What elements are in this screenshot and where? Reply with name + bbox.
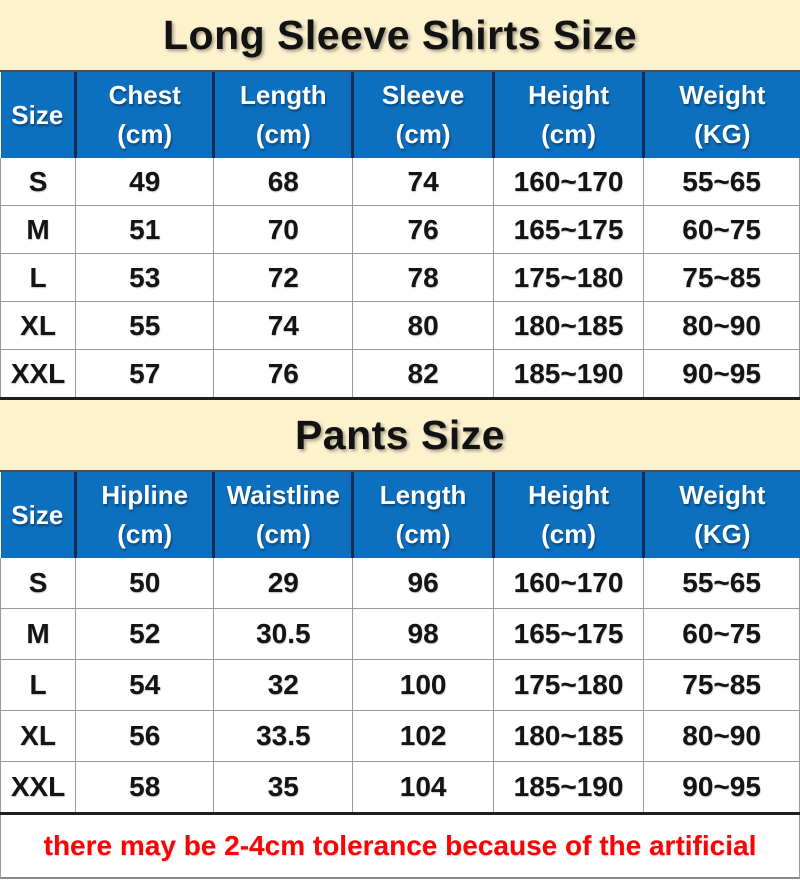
column-label: Size bbox=[11, 499, 64, 530]
pants-row-l bbox=[1, 660, 800, 711]
cell: 102 bbox=[353, 711, 494, 762]
column-label: Hipline bbox=[101, 480, 189, 510]
cell: 96 bbox=[353, 558, 494, 609]
shirts-row-xl bbox=[1, 302, 800, 350]
cell: 60~75 bbox=[644, 609, 800, 660]
pants-row-xl bbox=[1, 711, 800, 762]
pants-col-height bbox=[493, 472, 643, 558]
cell: 51 bbox=[76, 206, 214, 254]
column-unit: (KG) bbox=[694, 119, 751, 149]
shirts-row-s bbox=[1, 158, 800, 206]
column-label: Length bbox=[379, 480, 467, 510]
cell: 35 bbox=[214, 762, 353, 814]
cell: L bbox=[1, 660, 76, 711]
cell: 55 bbox=[76, 302, 214, 350]
column-unit: (cm) bbox=[541, 519, 596, 549]
cell: 104 bbox=[353, 762, 494, 814]
cell: 54 bbox=[76, 660, 214, 711]
shirts-col-length bbox=[214, 72, 353, 158]
column-label: Waistline bbox=[226, 480, 340, 510]
column-label: Length bbox=[239, 80, 327, 110]
shirts-col-weight bbox=[644, 72, 800, 158]
column-unit: (cm) bbox=[117, 519, 173, 549]
column-label: Weight bbox=[679, 80, 766, 110]
column-unit: (cm) bbox=[395, 519, 451, 549]
column-unit: (cm) bbox=[117, 119, 173, 149]
cell: XL bbox=[1, 711, 76, 762]
cell: 175~180 bbox=[493, 254, 643, 302]
column-unit: (KG) bbox=[694, 519, 751, 549]
shirts-col-chest bbox=[76, 72, 214, 158]
shirts-col-sleeve bbox=[353, 72, 494, 158]
column-label: Weight bbox=[679, 480, 766, 510]
cell: 100 bbox=[353, 660, 494, 711]
cell: 80 bbox=[353, 302, 494, 350]
cell: 80~90 bbox=[644, 302, 800, 350]
cell: 76 bbox=[353, 206, 494, 254]
pants-col-length bbox=[353, 472, 494, 558]
shirts-header-row bbox=[1, 72, 800, 158]
cell: 72 bbox=[214, 254, 353, 302]
cell: 68 bbox=[214, 158, 353, 206]
cell: 70 bbox=[214, 206, 353, 254]
cell: 74 bbox=[353, 158, 494, 206]
cell: 53 bbox=[76, 254, 214, 302]
pants-table bbox=[0, 472, 800, 815]
column-label: Chest bbox=[108, 80, 181, 110]
cell: 80~90 bbox=[644, 711, 800, 762]
shirts-title: Long Sleeve Shirts Size bbox=[0, 0, 800, 72]
column-label: Sleeve bbox=[381, 80, 465, 110]
cell: 82 bbox=[353, 350, 494, 399]
column-unit: (cm) bbox=[395, 119, 451, 149]
shirts-row-xxl bbox=[1, 350, 800, 399]
cell: XL bbox=[1, 302, 76, 350]
pants-row-m bbox=[1, 609, 800, 660]
cell: M bbox=[1, 206, 76, 254]
column-label: Height bbox=[528, 80, 609, 110]
cell: 49 bbox=[76, 158, 214, 206]
shirts-row-m bbox=[1, 206, 800, 254]
cell: 75~85 bbox=[644, 660, 800, 711]
cell: L bbox=[1, 254, 76, 302]
cell: 30.5 bbox=[214, 609, 353, 660]
cell: 165~175 bbox=[493, 609, 643, 660]
cell: 58 bbox=[76, 762, 214, 814]
cell: 55~65 bbox=[644, 558, 800, 609]
pants-col-hipline bbox=[76, 472, 214, 558]
cell: 160~170 bbox=[493, 558, 643, 609]
cell: 98 bbox=[353, 609, 494, 660]
cell: 50 bbox=[76, 558, 214, 609]
pants-row-s bbox=[1, 558, 800, 609]
cell: 32 bbox=[214, 660, 353, 711]
cell: XXL bbox=[1, 762, 76, 814]
cell: 165~175 bbox=[493, 206, 643, 254]
cell: 185~190 bbox=[493, 762, 643, 814]
cell: 55~65 bbox=[644, 158, 800, 206]
shirts-row-l bbox=[1, 254, 800, 302]
column-unit: (cm) bbox=[255, 519, 311, 549]
cell: 78 bbox=[353, 254, 494, 302]
cell: 90~95 bbox=[644, 350, 800, 399]
cell: 33.5 bbox=[214, 711, 353, 762]
pants-title: Pants Size bbox=[0, 400, 800, 472]
pants-col-size bbox=[1, 472, 76, 558]
cell: 75~85 bbox=[644, 254, 800, 302]
cell: 180~185 bbox=[493, 302, 643, 350]
cell: 160~170 bbox=[493, 158, 643, 206]
cell: M bbox=[1, 609, 76, 660]
cell: 90~95 bbox=[644, 762, 800, 814]
shirts-section bbox=[0, 0, 800, 400]
cell: XXL bbox=[1, 350, 76, 399]
shirts-col-size bbox=[1, 72, 76, 158]
cell: 29 bbox=[214, 558, 353, 609]
cell: 57 bbox=[76, 350, 214, 399]
pants-section bbox=[0, 400, 800, 815]
column-label: Size bbox=[11, 99, 64, 130]
cell: 180~185 bbox=[493, 711, 643, 762]
cell: 185~190 bbox=[493, 350, 643, 399]
cell: 52 bbox=[76, 609, 214, 660]
cell: 74 bbox=[214, 302, 353, 350]
column-unit: (cm) bbox=[541, 119, 596, 149]
shirts-col-height bbox=[493, 72, 643, 158]
tolerance-note: there may be 2-4cm tolerance because of the artificial bbox=[0, 815, 800, 879]
cell: S bbox=[1, 158, 76, 206]
cell: 60~75 bbox=[644, 206, 800, 254]
column-label: Height bbox=[528, 480, 609, 510]
pants-col-waistline bbox=[214, 472, 353, 558]
cell: S bbox=[1, 558, 76, 609]
cell: 76 bbox=[214, 350, 353, 399]
pants-row-xxl bbox=[1, 762, 800, 814]
cell: 175~180 bbox=[493, 660, 643, 711]
cell: 56 bbox=[76, 711, 214, 762]
pants-header-row bbox=[1, 472, 800, 558]
column-unit: (cm) bbox=[255, 119, 311, 149]
pants-col-weight bbox=[644, 472, 800, 558]
shirts-table bbox=[0, 72, 800, 400]
